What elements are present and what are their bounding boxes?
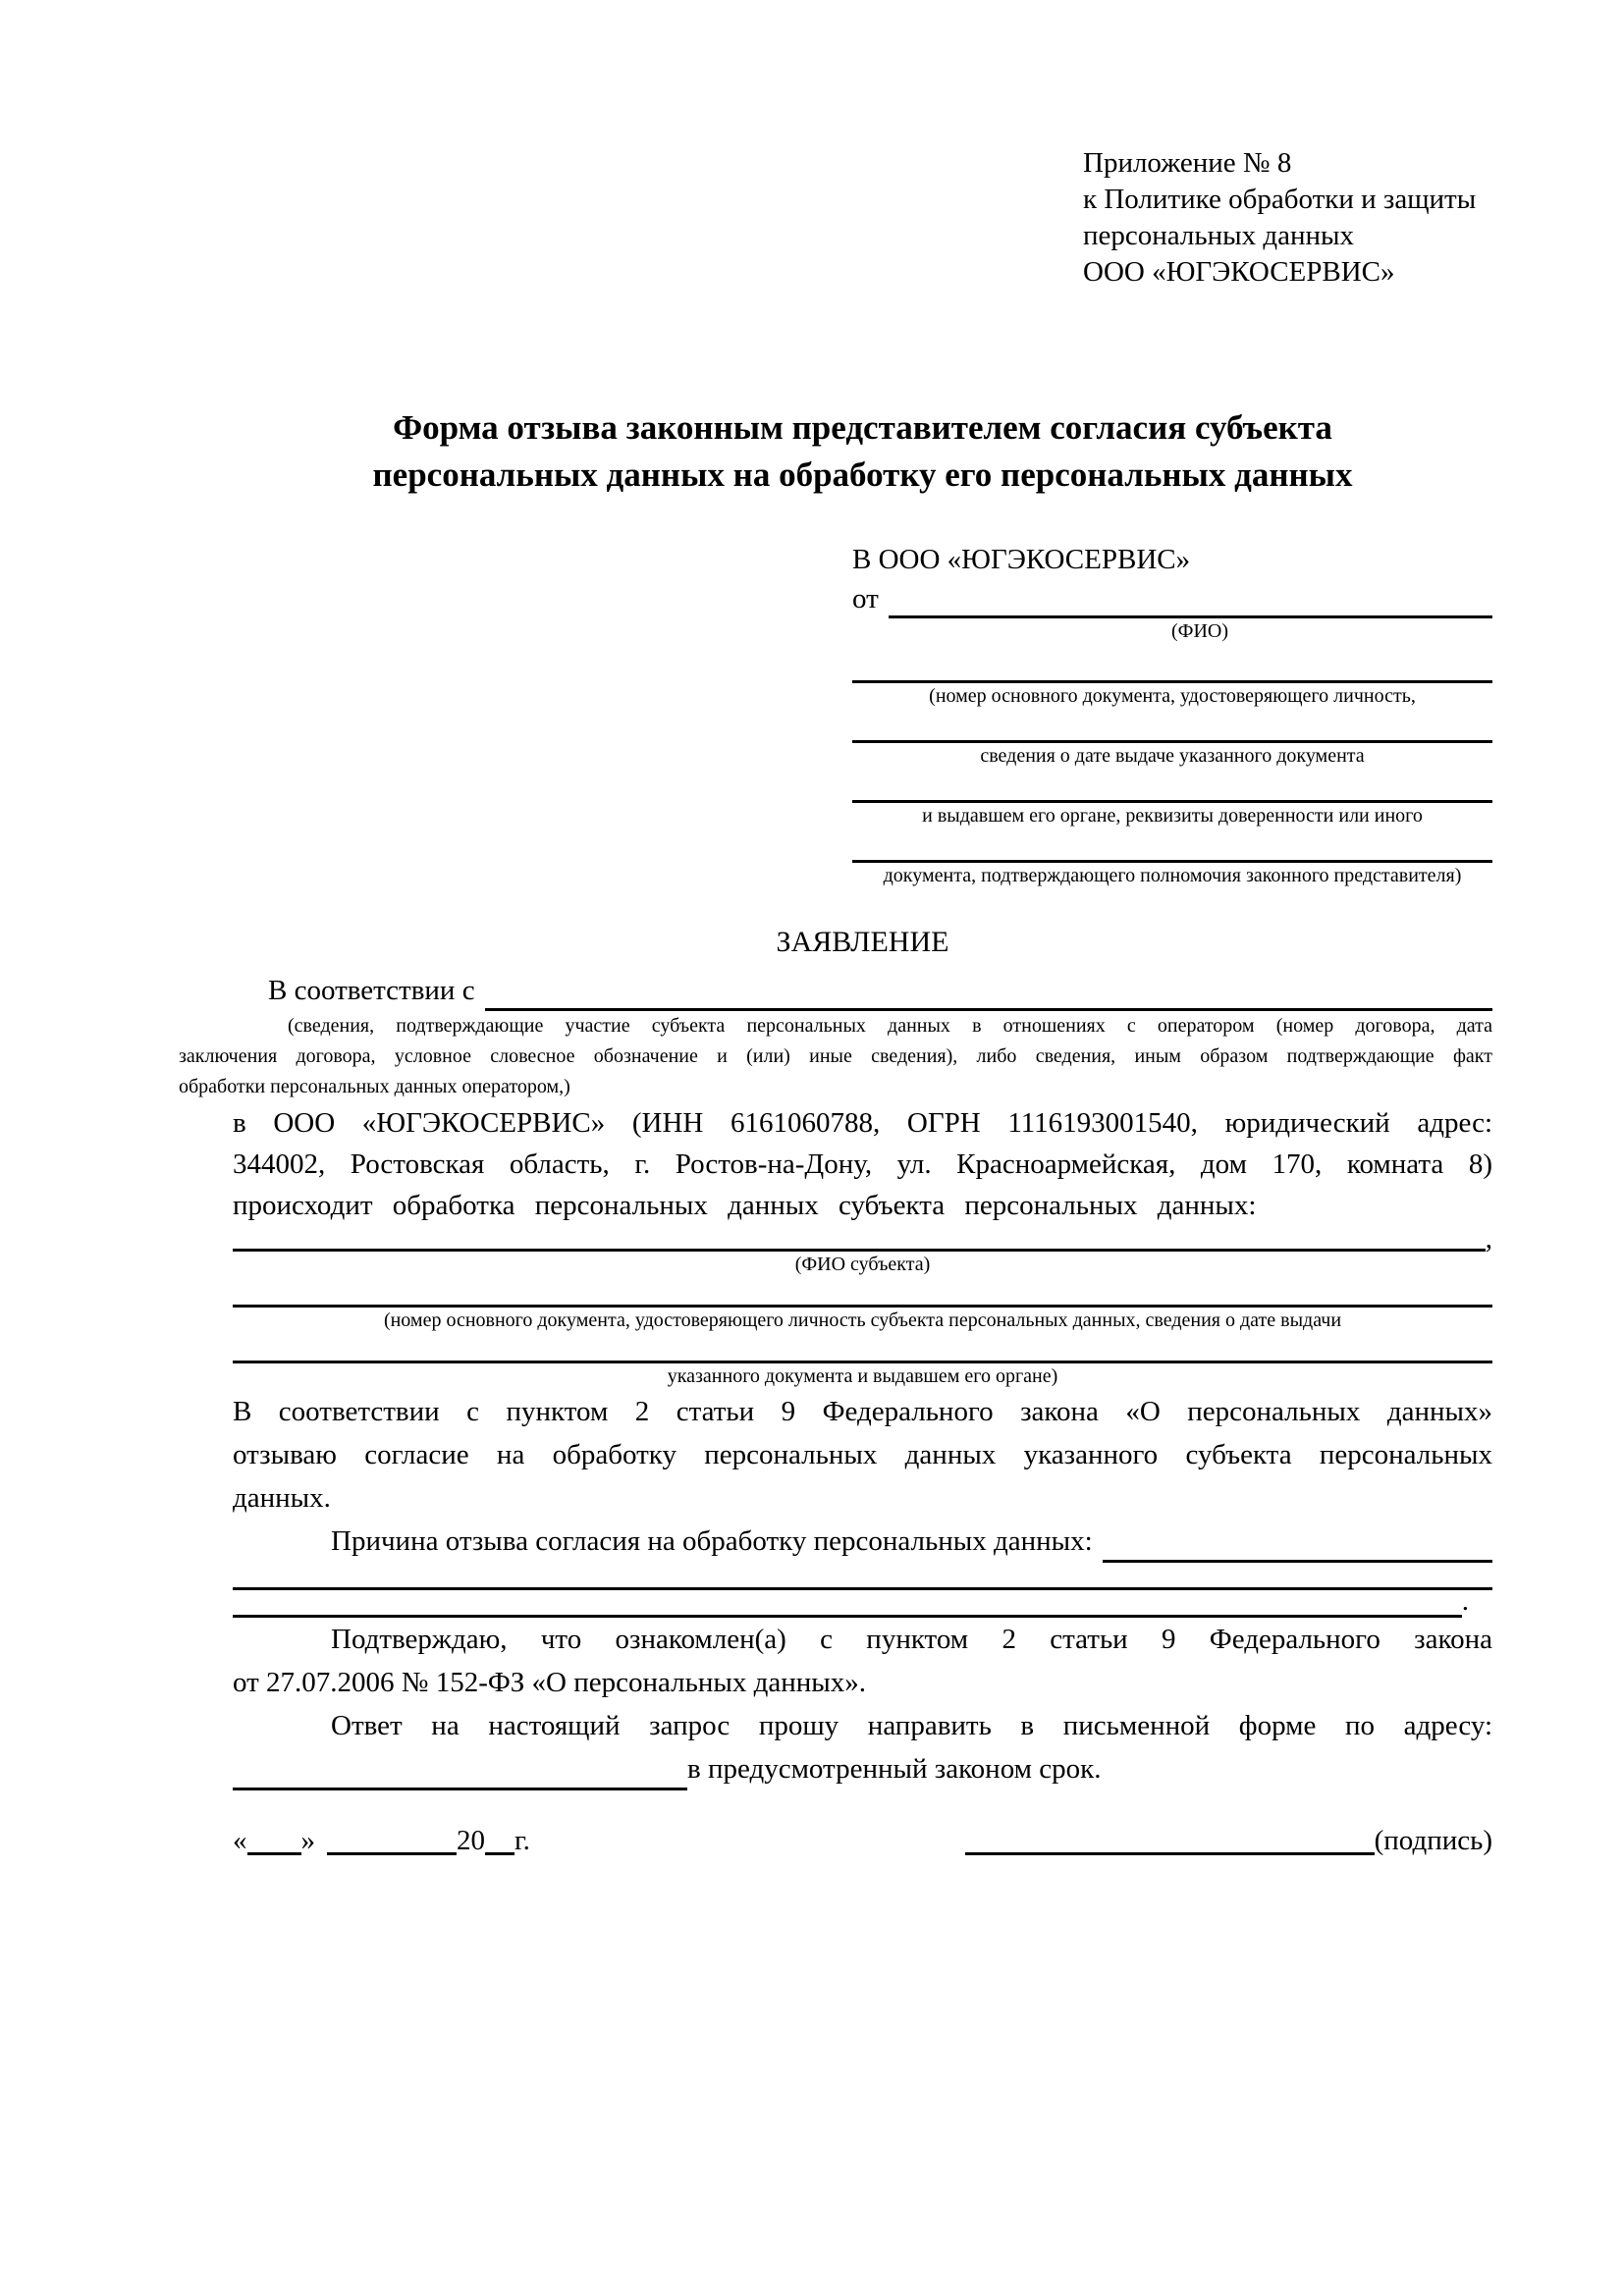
operator-line: происходит обработка персональных данных субъекта персональных данных:: [233, 1190, 1257, 1221]
confirm-line: от 27.07.2006 № 152-ФЗ «О персональных данных».: [233, 1667, 867, 1698]
appendix-line: Приложение № 8: [1083, 147, 1292, 179]
intro-field: [233, 970, 1492, 1011]
fill-in-line: [852, 644, 1492, 683]
operator-line: 344002, Ростовская область, г. Ростов-на-Дону, ул. Красноармейская, дом 170, комната 8): [233, 1148, 1492, 1180]
open-quote: «: [233, 1825, 247, 1856]
operator-paragraph: [233, 1102, 1492, 1226]
addressee-block: [852, 540, 1492, 889]
note-line: обработки персональных данных оператором,): [179, 1076, 570, 1097]
fio-caption: (ФИО): [1170, 620, 1228, 642]
confirm-line: Подтверждаю, что ознакомлен(а) с пунктом 2 статьи 9 Федерального закона: [331, 1624, 1492, 1655]
close-quote: »: [300, 1825, 315, 1856]
field-caption: сведения о дате выдаче указанного документа: [980, 745, 1365, 767]
subject-doc-caption: указанного документа и выдавшем его органе): [667, 1365, 1058, 1387]
field-caption: (номер основного документа, удостоверяющего личность,: [929, 685, 1416, 707]
reason-field: [233, 1520, 1492, 1563]
title-line: Форма отзыва законным представителем согласия субъекта: [393, 408, 1332, 447]
intro-prefix: В соответствии с: [268, 975, 475, 1006]
year-prefix: 20: [457, 1825, 485, 1856]
year-fill-line: [485, 1826, 514, 1855]
document-title: [233, 404, 1492, 499]
operator-line: в ООО «ЮГЭКОСЕРВИС» (ИНН 6161060788, ОГРН 1116193001540, юридический адрес:: [233, 1107, 1492, 1139]
trailing-comma: ,: [1485, 1223, 1492, 1255]
signature-line: [965, 1826, 1375, 1855]
year-suffix: г.: [514, 1825, 530, 1856]
reason-prefix: Причина отзыва согласия на обработку персональных данных:: [331, 1525, 1093, 1557]
fill-in-line-with-period: [233, 1585, 1469, 1618]
trailing-period: .: [1461, 1585, 1469, 1617]
appendix-line: к Политике обработки и защиты: [1083, 184, 1477, 215]
reply-paragraph: Ответ на настоящий запрос прошу направить в письменной форме по адресу:: [331, 1710, 1492, 1741]
field-caption: и выдавшем его органе, реквизиты доверенности или иного: [922, 805, 1423, 827]
fill-in-line: [852, 770, 1492, 803]
appendix-block: [1083, 145, 1492, 291]
confirm-paragraph: [233, 1618, 1492, 1704]
fill-in-line: [233, 1334, 1492, 1363]
field-caption: документа, подтверждающего полномочия законного представителя): [883, 865, 1462, 886]
month-fill-line: [327, 1826, 457, 1855]
signature-field: [965, 1820, 1492, 1861]
appendix-line: персональных данных: [1083, 220, 1355, 251]
intro-note: [179, 1011, 1492, 1102]
from-label: от: [852, 583, 879, 614]
fill-in-line: [233, 1563, 1492, 1590]
day-fill-line: [247, 1826, 301, 1855]
signature-caption: (подпись): [1374, 1825, 1492, 1856]
appendix-line: ООО «ЮГЭКОСЕРВИС»: [1083, 256, 1395, 288]
fill-in-line: [485, 970, 1492, 1011]
addressee-to: В ООО «ЮГЭКОСЕРВИС»: [852, 544, 1191, 575]
from-field: [852, 579, 1492, 618]
fill-in-line: [233, 1226, 1486, 1252]
fill-in-line: [852, 829, 1492, 863]
date-field: [233, 1820, 530, 1861]
fill-in-line: [852, 710, 1492, 743]
fill-in-line: [233, 1747, 687, 1790]
withdrawal-line: В соответствии с пунктом 2 статьи 9 Федерального закона «О персональных данных»: [233, 1396, 1492, 1427]
fill-in-line: [1103, 1520, 1492, 1563]
withdrawal-line: данных.: [233, 1482, 331, 1514]
fill-in-line: [233, 1278, 1492, 1308]
note-line: (сведения, подтверждающие участие субъекта персональных данных в отношениях с оператором (номер договора, дата: [288, 1015, 1492, 1037]
subject-fio-field: [233, 1223, 1492, 1255]
fill-in-line: [233, 1590, 1462, 1618]
note-line: заключения договора, условное словесное обозначение и (или) иные сведения), либо сведения, иным образом подтверждающие факт: [179, 1045, 1492, 1067]
date-signature-row: [233, 1820, 1492, 1861]
subject-fio-caption: (ФИО субъекта): [794, 1254, 931, 1275]
statement-heading: ЗАЯВЛЕНИЕ: [776, 926, 949, 958]
fill-in-line: [889, 579, 1492, 618]
subject-doc-caption: (номер основного документа, удостоверяющего личность субъекта персональных данных, сведения о дате выдачи: [383, 1309, 1342, 1331]
reply-address-field: [233, 1747, 1492, 1790]
reply-tail: в предусмотренный законом срок.: [687, 1753, 1102, 1785]
title-line: персональных данных на обработку его персональных данных: [372, 455, 1353, 494]
withdrawal-paragraph: [233, 1390, 1492, 1520]
withdrawal-line: отзываю согласие на обработку персональных данных указанного субъекта персональных: [233, 1439, 1492, 1470]
